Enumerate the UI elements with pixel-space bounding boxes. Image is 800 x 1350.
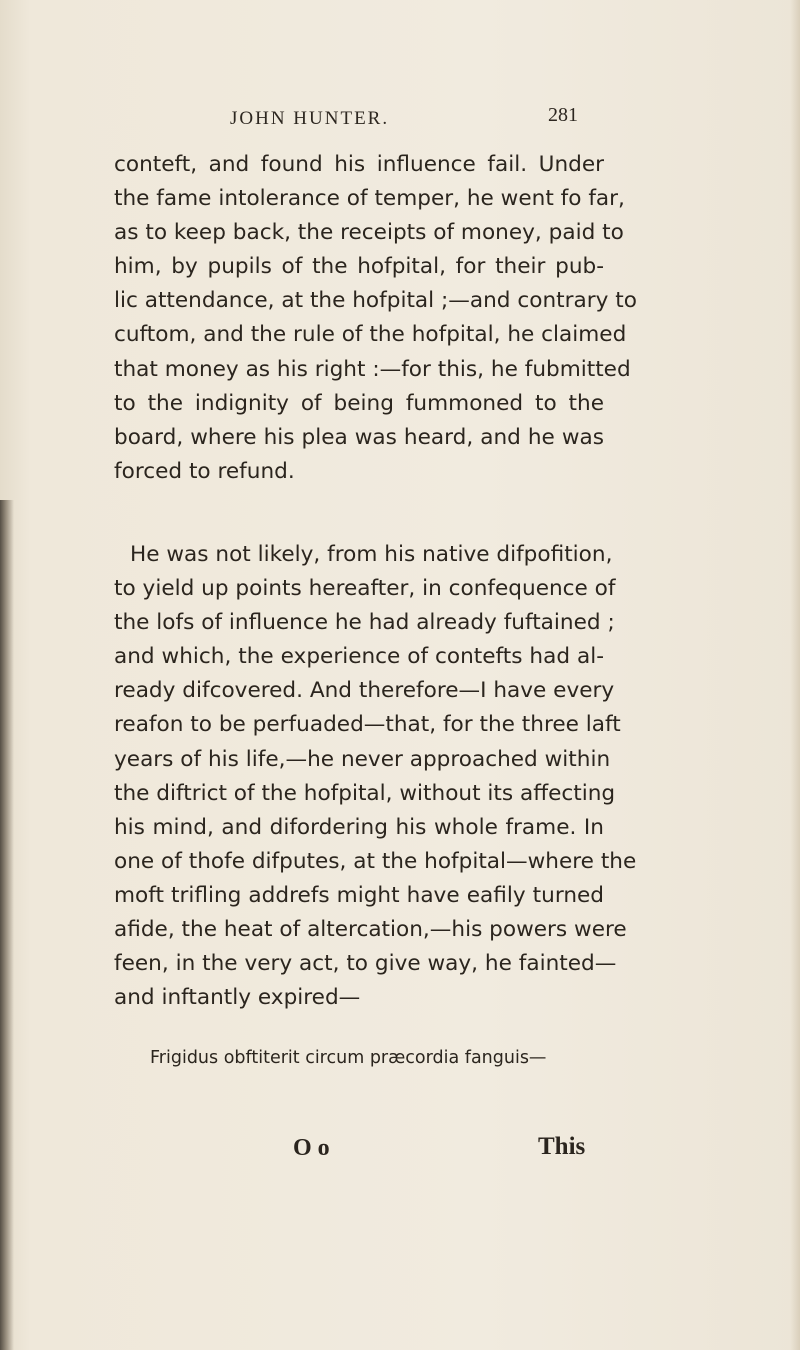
text-line: to yield up points hereafter, in confequence of [114,576,616,602]
text-line: years of his life,—he never approached within [114,746,611,772]
body-text [114,148,637,1015]
text-line: cuftom, and the rule of the hofpital, he claimed [114,322,627,348]
catchword: This [538,1133,586,1160]
text-line: afide, the heat of altercation,—his powers were [114,916,627,942]
text-line: reafon to be perfuaded—that, for the three laft [114,712,621,738]
text-line: that money as his right :—for this, he fubmitted [114,356,631,382]
text-line: the lofs of influence he had already fuftained ; [114,610,615,636]
text-line: his mind, and difordering his whole frame. In [114,814,604,840]
text-line: him, by pupils of the hofpital, for their pub- [114,254,604,280]
page-number: 281 [548,104,578,126]
signature-mark: O o [293,1135,330,1161]
running-head: JOHN HUNTER. [230,108,390,129]
text-line: lic attendance, at the hofpital ;—and contrary to [114,288,637,314]
paragraph-gap [114,489,604,538]
text-line: the fame intolerance of temper, he went fo far, [114,186,625,212]
text-line: board, where his plea was heard, and he was [114,424,604,450]
text-line: and inftantly expired— [114,985,361,1011]
page-edge-shadow [790,0,800,1350]
text-line: the diftrict of the hofpital, without its affecting [114,780,616,806]
paragraph-1 [114,148,637,489]
text-line: ready difcovered. And therefore—I have every [114,678,615,704]
text-line: He was not likely, from his native difpofition, [130,541,613,567]
paragraph-2 [114,538,637,1015]
text-line: and which, the experience of contefts had al- [114,644,604,670]
text-line: conteft, and found his influence fail. Under [114,152,604,177]
binding-gutter [0,500,14,1350]
text-line: forced to refund. [114,458,295,484]
latin-quotation: Frigidus obftiterit circum præcordia fanguis— [150,1048,547,1068]
text-line: to the indignity of being fummoned to the [114,390,604,416]
text-line: one of thofe difputes, at the hofpital—where the [114,848,637,874]
text-line: as to keep back, the receipts of money, paid to [114,220,624,246]
text-line: feen, in the very act, to give way, he fainted— [114,951,617,977]
text-line: moft trifling addrefs might have eafily turned [114,882,604,908]
